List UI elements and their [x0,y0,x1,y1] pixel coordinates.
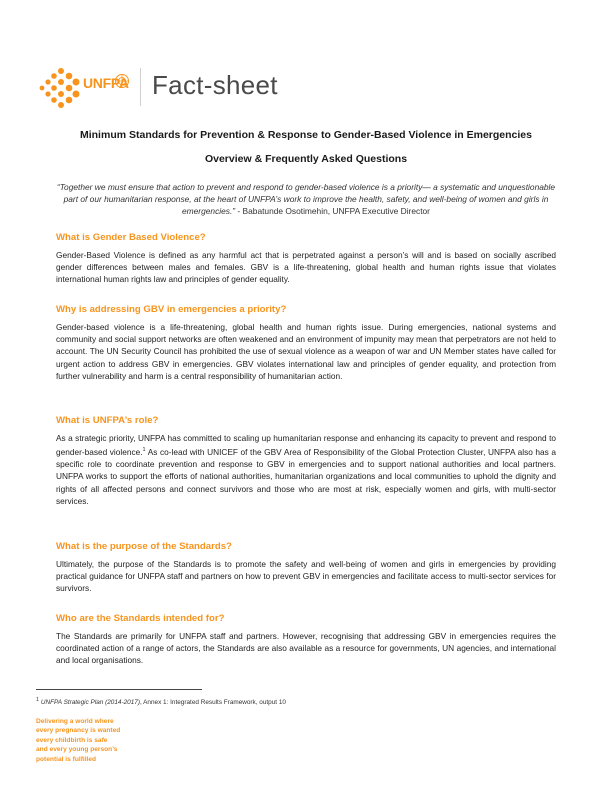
document-title: Minimum Standards for Prevention & Response to Gender-Based Violence in Emergencies [79,129,532,141]
footnote-source: UNFPA Strategic Plan (2014-2017) [40,699,140,707]
section-body-part: As co-lead with UNICEF of the GBV Area of Responsibility of the Global Protection Cluster, UNFPA also has a specific role to coordinate prevention and response to GBV in emergencies and to support national authorities and local partners. UNFPA works to support the efforts of national authorities, humanitarian organizations and local communities to uphold the dignity and rights of all affected persons and connect survivors and those who are most at risk, especially women and girls, with multi-sector services. [56,446,556,506]
section-body: Gender-Based Violence is defined as any harmful act that is perpetrated against a person’s will and is based on socially ascribed gender differences between males and females. GBV is a life-threatening, global health and human rights issue that violates international human rights law and principles of gender equality. [56,250,556,285]
unfpa-tagline [36,717,120,764]
tagline-line: Delivering a world where [36,718,114,725]
sheet-title: Fact-sheet [152,70,278,100]
section-body-part: As a strategic priority, UNFPA has committed to scaling up humanitarian response and enhancing its capacity to prevent and respond to gender-based violence. [56,433,556,457]
section-body: Gender-based violence is a life-threatening, global health and human rights issue. During emergencies, national systems and community and social support networks are often weakened and an environment of impunity may mean that perpetrators are not held to account. The UN Security Council has prohibited the use of sexual violence as a weapon of war and UN Member states have called for urgent action to address GBV in emergencies. GBV violates international law and principles of gender equality, and protection from further vulnerability and harm is a central responsibility of humanitarian action. [56,322,556,381]
section-heading: What is UNFPA’s role? [56,415,159,426]
header [36,66,296,112]
section-body [56,432,556,507]
section-heading: What is Gender Based Violence? [56,232,206,243]
tagline-line: and every young person’s [36,746,118,754]
tagline-line: potential is fulfilled [36,755,97,763]
quote-attribution: - Babatunde Osotimehin, UNFPA Executive Director [235,206,430,216]
section-body: Ultimately, the purpose of the Standards is to promote the safety and well-being of women and girls in emergencies by providing practical guidance for UNFPA staff and partners on how to prevent GBV in emergencies and facilitate access to multi-sector services for survivors. [56,559,556,594]
tagline-line: every pregnancy is wanted [36,727,121,735]
document-subtitle: Overview & Frequently Asked Questions [204,153,408,165]
footnote-rule [36,689,202,690]
section-heading: Why is addressing GBV in emergencies a priority? [56,304,287,315]
quote-text: “Together we must ensure that action to prevent and respond to gender-based violence is a priority— a systematic and unquestionable part of our humanitarian response, at the heart of UNFPA’s work to improve the health, safety, and well-being of women and girls in emergencies.” [56,182,556,216]
header-divider [140,68,141,106]
unfpa-brand-name: UNFPA [83,75,129,91]
footnote [36,697,286,706]
tagline-line: every childbirth is safe [36,736,108,744]
unfpa-dots-logo-icon [36,66,80,110]
footnote-reference[interactable]: 1 [142,447,146,454]
footnote-text: , Annex 1: Integrated Results Framework, output 10 [139,699,286,707]
un-emblem-icon [114,73,130,89]
section-heading: Who are the Standards intended for? [56,613,225,624]
section-heading: What is the purpose of the Standards? [56,541,232,552]
footnote-mark: 1 [36,697,40,703]
section-body: The Standards are primarily for UNFPA staff and partners. However, recognising that addressing GBV in emergencies requires the coordinated action of a range of actors, the Standards are also available as a resource for governments, UN agencies, and international and local organisations. [56,631,556,666]
intro-quote [52,181,560,217]
